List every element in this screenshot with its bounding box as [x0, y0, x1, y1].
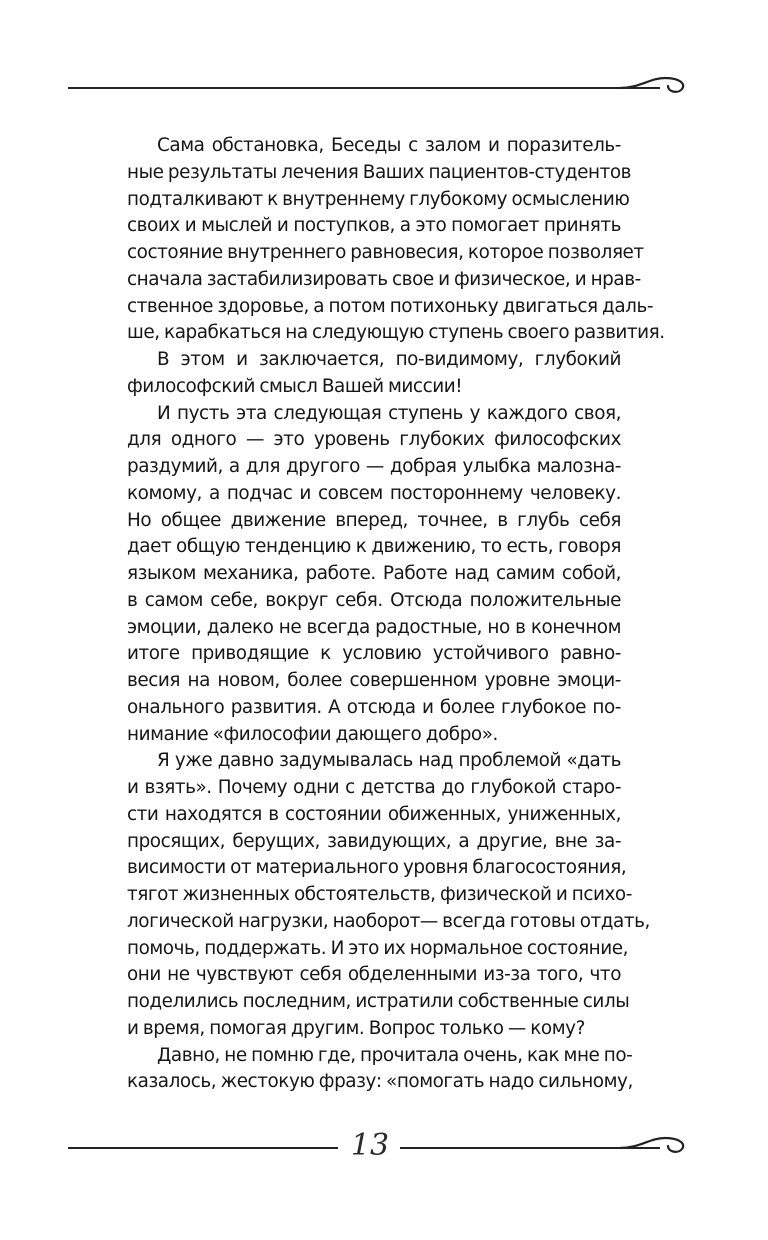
paragraph [127, 1043, 633, 1097]
text-line: философский смысл Вашей миссии! [127, 375, 463, 397]
text-line: ше, карабкаться на следующую ступень своего развития. [127, 322, 665, 344]
text-line: Я уже давно задумывалась над проблемой «дать [157, 750, 621, 772]
paragraph [127, 401, 621, 749]
text-line: Но общее движение вперед, точнее, в глубь себя [127, 509, 621, 531]
paragraph [127, 748, 650, 1042]
text-line: своих и мыслей и поступков, а это помогает принять [127, 215, 621, 237]
page-body [127, 133, 665, 1096]
text-line: сначала застабилизировать свое и физическое, и нрав- [127, 268, 641, 290]
text-line: Сама обстановка, Беседы с залом и поразитель- [157, 135, 621, 156]
text-line: дает общую тенденцию к движению, то есть, говоря [127, 536, 621, 558]
text-line: В этом и заключается, по-видимому, глубокий [157, 349, 621, 370]
text-line: казалось, жестокую фразу: «помогать надо сильному, [127, 1071, 633, 1093]
text-line: в самом себе, вокруг себя. Отсюда положительные [127, 589, 621, 611]
text-line: поделились последним, истратили собственные силы [127, 991, 630, 1012]
text-line: и время, помогая другим. Вопрос только — кому? [127, 1017, 585, 1039]
text-line: Давно, не помню где, прочитала очень, как мне по- [157, 1044, 633, 1066]
text-line: висимости от материального уровня благосостояния, [127, 857, 627, 879]
text-line: онального развития. А отсюда и более глубокое по- [127, 696, 621, 718]
text-line: И пусть эта следующая ступень у каждого своя, [157, 402, 621, 424]
text-line: комому, а подчас и совсем постороннему человеку. [127, 482, 621, 504]
text-line: логической нагрузки, наоборот— всегда готовы отдать, [127, 910, 650, 932]
paragraph [127, 133, 665, 347]
paragraph [127, 347, 621, 401]
page-number: 13 [340, 1126, 400, 1166]
text-line: подталкивают к внутреннему глубокому осмыслению [127, 188, 630, 210]
text-line: ные результаты лечения Ваших пациентов-студентов [127, 161, 632, 183]
text-line: нимание «философии дающего добро». [127, 723, 498, 745]
text-line: весия на новом, более совершенном уровне эмоци- [127, 670, 621, 691]
text-line: языком механика, работе. Работе над самим собой, [127, 563, 621, 584]
text-line: для одного — это уровень глубоких философских [127, 429, 621, 451]
top-ornamental-rule [0, 56, 768, 116]
text-line: они не чувствуют себя обделенными из-за того, что [127, 964, 621, 986]
text-line: эмоции, далеко не всегда радостные, но в конечном [127, 616, 621, 638]
text-line: ственное здоровье, а потом потихоньку двигаться даль- [127, 295, 654, 317]
text-line: раздумий, а для другого — добрая улыбка малозна- [127, 456, 621, 477]
text-line: просящих, берущих, завидующих, а другие, вне за- [127, 830, 621, 852]
text-line: и взять». Почему одни с детства до глубокой старо- [127, 777, 621, 798]
text-line: помочь, поддержать. И это их нормальное состояние, [127, 937, 629, 959]
text-line: тягот жизненных обстоятельств, физической и психо- [127, 884, 632, 905]
text-line: состояние внутреннего равновесия, которое позволяет [127, 242, 644, 263]
text-line: сти находятся в состоянии обиженных, униженных, [127, 803, 621, 825]
text-line: итоге приводящие к условию устойчивого равно- [127, 643, 621, 665]
